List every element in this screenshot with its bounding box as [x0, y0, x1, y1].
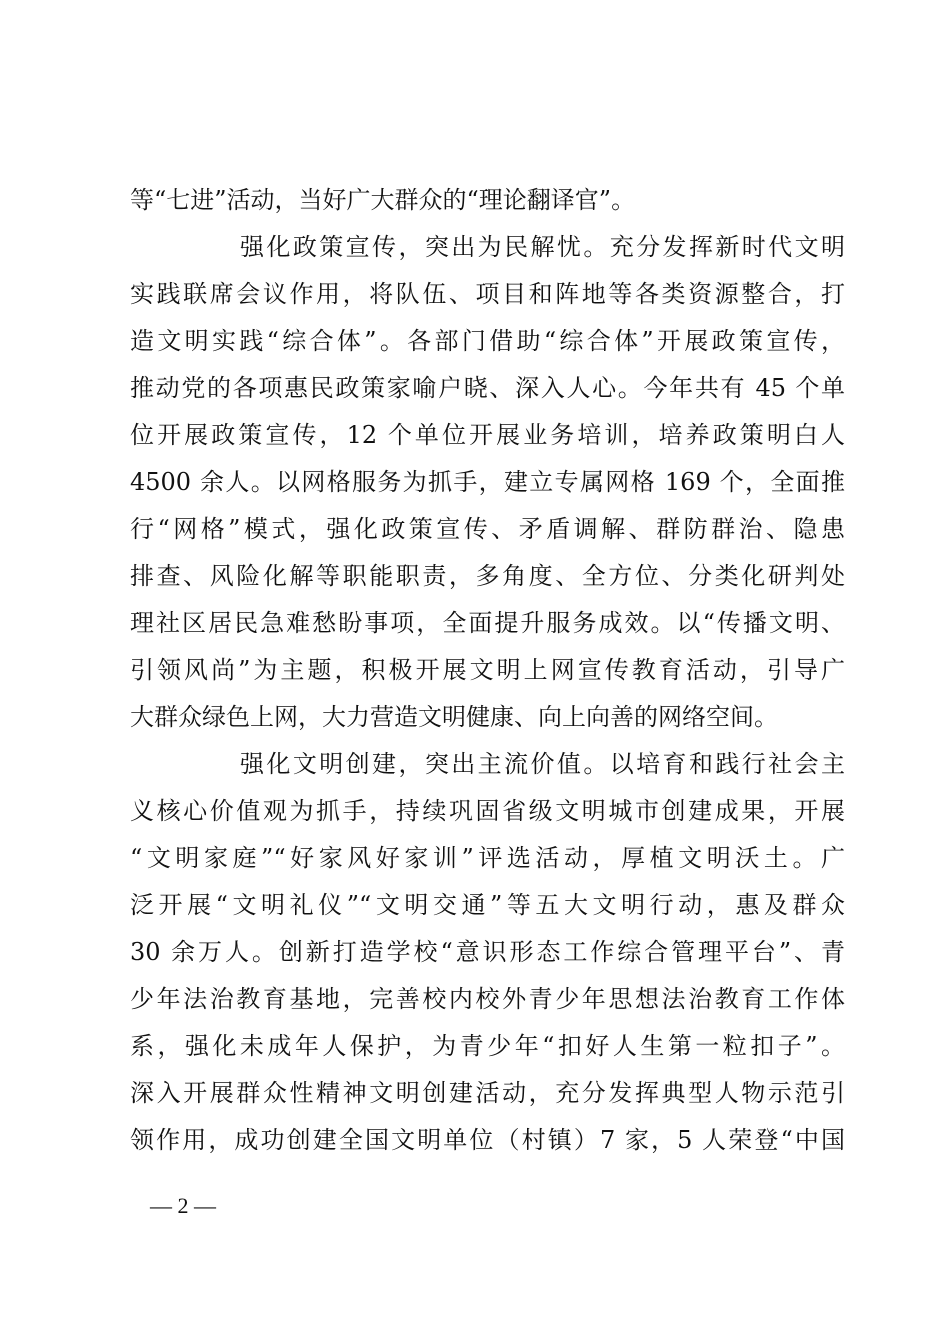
- text-line: 少年法治教育基地，完善校内校外青少年思想法治教育工作体: [130, 985, 845, 1013]
- text-line: 行“网格”模式，强化政策宣传、矛盾调解、群防群治、隐患: [130, 515, 845, 543]
- text-line: 理社区居民急难愁盼事项，全面提升服务成效。以“传播文明、: [130, 609, 845, 637]
- text-line: 大群众绿色上网，大力营造文明健康、向上向善的网络空间。: [130, 703, 778, 731]
- text-line: 4500 余人。以网格服务为抓手，建立专属网格 169 个，全面推: [130, 468, 845, 496]
- text-line: 泛开展“文明礼仪”“文明交通”等五大文明行动，惠及群众: [130, 891, 845, 919]
- paragraph-heading-line: 强化政策宣传，突出为民解忧。充分发挥新时代文明: [240, 233, 845, 261]
- text-line: 等“七进”活动，当好广大群众的“理论翻译官”。: [130, 186, 636, 214]
- text-line: 推动党的各项惠民政策家喻户晓、深入人心。今年共有 45 个单: [130, 374, 845, 402]
- text-line: 位开展政策宣传，12 个单位开展业务培训，培养政策明白人: [130, 421, 845, 449]
- text-line: 实践联席会议作用，将队伍、项目和阵地等各类资源整合，打: [130, 280, 845, 308]
- paragraph-heading-line: 强化文明创建，突出主流价值。以培育和践行社会主: [240, 750, 845, 778]
- text-line: 深入开展群众性精神文明创建活动，充分发挥典型人物示范引: [130, 1079, 845, 1107]
- text-line: 排查、风险化解等职能职责，多角度、全方位、分类化研判处: [130, 562, 845, 590]
- text-line: 引领风尚”为主题，积极开展文明上网宣传教育活动，引导广: [130, 656, 845, 684]
- text-line: 30 余万人。创新打造学校“意识形态工作综合管理平台”、青: [130, 938, 845, 966]
- text-line: 义核心价值观为抓手，持续巩固省级文明城市创建成果，开展: [130, 797, 845, 825]
- text-line: “文明家庭”“好家风好家训”评选活动，厚植文明沃土。广: [130, 844, 845, 872]
- page-number: — 2 —: [150, 1193, 216, 1218]
- text-line: 造文明实践“综合体”。各部门借助“综合体”开展政策宣传，: [130, 327, 845, 355]
- text-line: 系，强化未成年人保护，为青少年“扣好人生第一粒扣子”。: [130, 1032, 845, 1060]
- text-line: 领作用，成功创建全国文明单位（村镇）7 家，5 人荣登“中国: [130, 1126, 845, 1154]
